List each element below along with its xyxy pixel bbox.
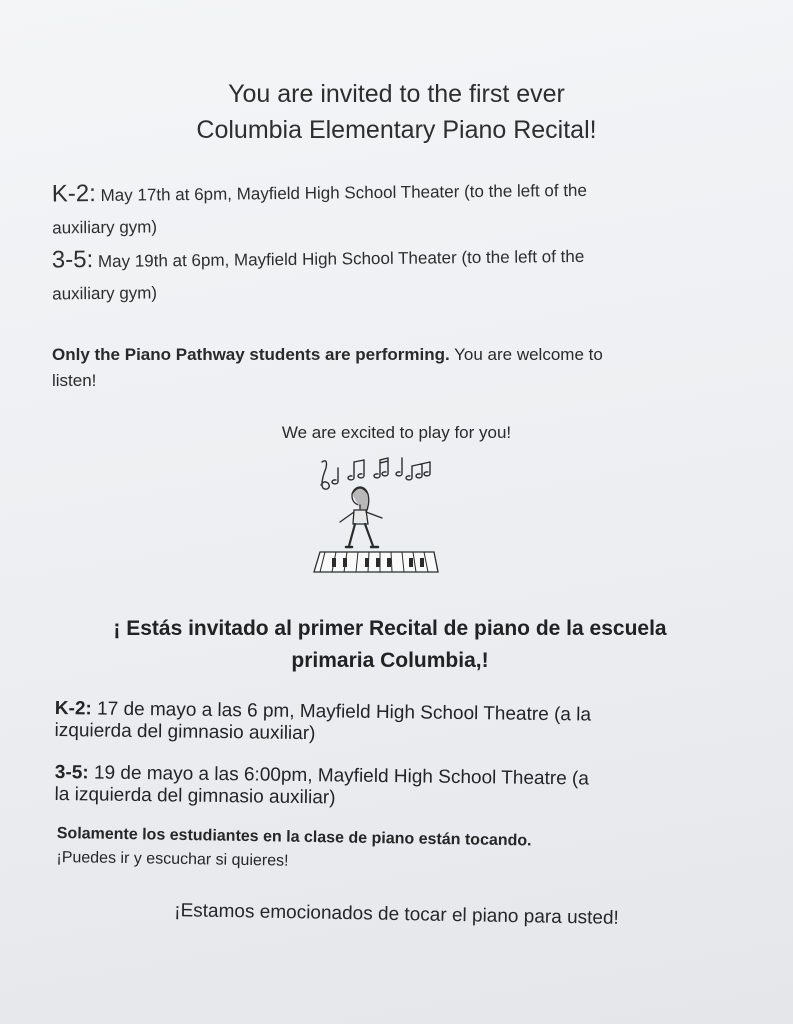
spanish-excited-line: ¡Estamos emocionados de tocar el piano para usted! (174, 900, 619, 929)
es-g35-details: 19 de mayo a las 6:00pm, Mayfield High School Theatre (a (88, 762, 590, 790)
performers-bold: Only the Piano Pathway students are performing. (52, 345, 450, 364)
spanish-performers-note (56, 822, 757, 881)
piano-keyboard-icon (314, 552, 438, 572)
k2-details: May 17th at 6pm, Mayfield High School Theater (to the left of the (95, 180, 588, 205)
g35-details-cont: auxiliary gym) (52, 283, 158, 304)
es-g35-details-cont: la izquierda del gimnasio auxiliar) (54, 783, 336, 809)
english-performers-note (52, 342, 712, 394)
english-k2-schedule (52, 177, 713, 240)
es-g35-grade-label: 3-5: (54, 762, 89, 784)
quarter-note-icon (396, 458, 402, 476)
g35-details: May 19th at 6pm, Mayfield High School Theater (to the left of the (93, 246, 585, 272)
spanish-35-schedule (54, 762, 734, 814)
spanish-k2-schedule (54, 698, 734, 750)
triple-notes-icon (406, 462, 430, 480)
english-title-line1: You are invited to the first ever (228, 80, 565, 108)
english-excited-line: We are excited to play for you! (281, 423, 512, 442)
double-beamed-notes-icon (374, 458, 388, 478)
es-performers-listen: ¡Puedes ir y escuchar si quieres! (56, 848, 289, 870)
k2-grade-label: K-2: (51, 179, 96, 208)
k2-details-cont: auxiliary gym) (52, 217, 158, 238)
beamed-notes-icon (348, 460, 364, 480)
g35-grade-label: 3-5: (51, 246, 94, 274)
es-k2-details: 17 de mayo a las 6 pm, Mayfield High School Theatre (a la (91, 698, 592, 726)
es-k2-grade-label: K-2: (54, 698, 92, 720)
treble-clef-icon (321, 461, 329, 489)
es-k2-details-cont: izquierda del gimnasio auxiliar) (54, 719, 316, 745)
girl-figure (340, 487, 382, 547)
spanish-title-line2: primaria Columbia,! (291, 649, 489, 672)
spanish-title-line1: ¡ Estás invitado al primer Recital de piano de la escuela (113, 617, 667, 640)
english-title-line2: Columbia Elementary Piano Recital! (196, 116, 597, 144)
performers-welcome: You are welcome to (449, 345, 603, 364)
music-note-icon (332, 468, 338, 484)
english-35-schedule (52, 243, 713, 306)
es-performers-bold: Solamente los estudiantes en la clase de piano están tocando. (56, 824, 532, 850)
performers-listen: listen! (52, 371, 97, 390)
girl-piano-illustration (308, 452, 444, 578)
